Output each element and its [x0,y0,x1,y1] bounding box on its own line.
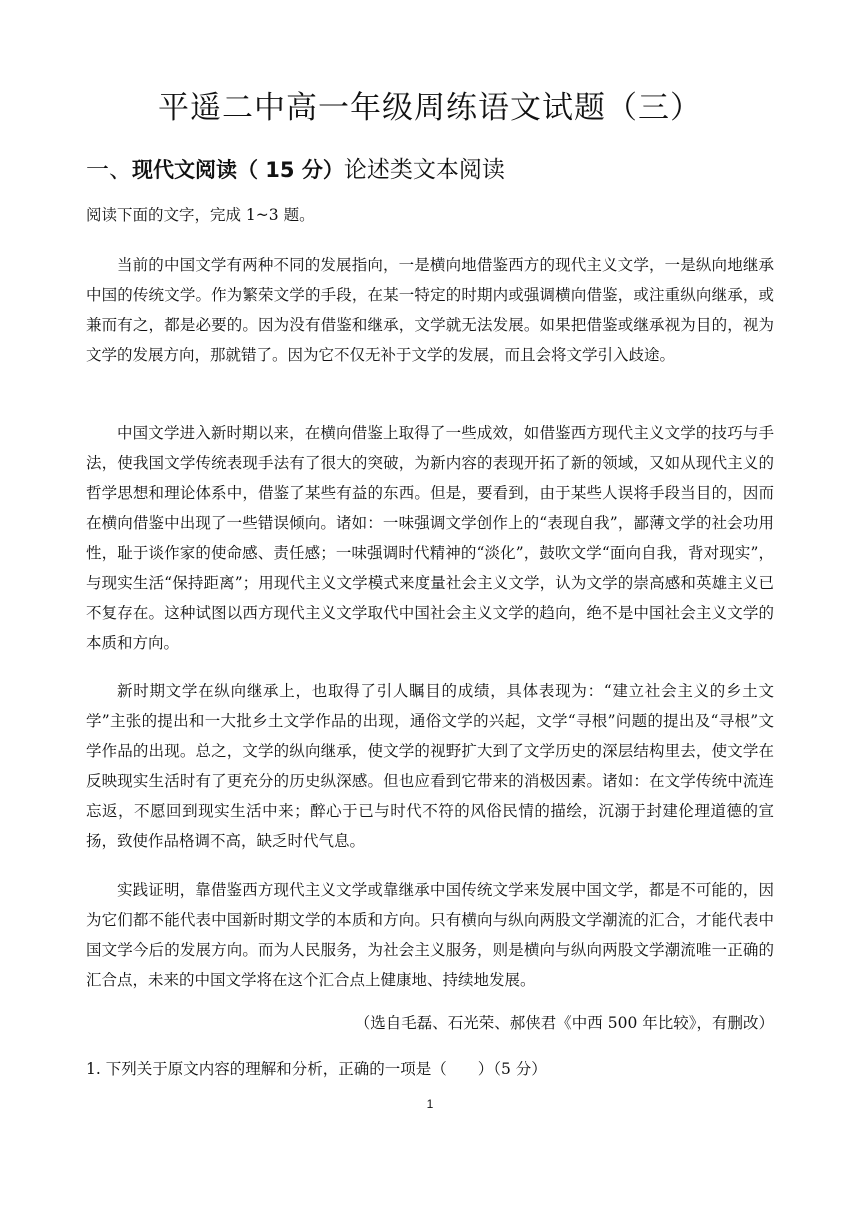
paragraph-3: 新时期文学在纵向继承上，也取得了引人瞩目的成绩，具体表现为：“建立社会主义的乡土文学”主张的提出和一大批乡土文学作品的出现，通俗文学的兴起，文学“寻根”问题的提出及“寻根”文学作品的出现。总之，文学的纵向继承，使文学的视野扩大到了文学历史的深层结构里去，使文学在反映现实生活时有了更充分的历史纵深感。但也应看到它带来的消极因素。诸如：在文学传统中流连忘返，不愿回到现实生活中来；醉心于已与时代不符的风俗民情的描绘，沉溺于封建伦理道德的宣扬，致使作品格调不高，缺乏时代气息。 [86,682,774,850]
page-number: 1 [426,1097,434,1111]
reading-instruction: 阅读下面的文字，完成 1~3 题。 [86,206,315,224]
page-title: 平遥二中高一年级周练语文试题（三） [158,90,702,126]
source-citation: （选自毛磊、石光荣、郝侠君《中西 500 年比较》，有删改） [354,1014,774,1032]
paragraph-4: 实践证明，靠借鉴西方现代主义文学或靠继承中国传统文学来发展中国文学，都是不可能的，因为它们都不能代表中国新时期文学的本质和方向。只有横向与纵向两股文学潮流的汇合，才能代表中国文学今后的发展方向。而为人民服务，为社会主义服务，则是横向与纵向两股文学潮流唯一正确的汇合点，未来的中国文学将在这个汇合点上健康地、持续地发展。 [86,881,774,989]
section-heading [86,153,505,187]
section-prefix: 一、 [86,157,132,183]
section-subtitle: 论述类文本阅读 [343,157,505,183]
paragraph-2: 中国文学进入新时期以来，在横向借鉴上取得了一些成效，如借鉴西方现代主义文学的技巧与手法，使我国文学传统表现手法有了很大的突破，为新内容的表现开拓了新的领域，又如从现代主义的哲学思想和理论体系中，借鉴了某些有益的东西。但是，要看到，由于某些人误将手段当目的，因而在横向借鉴中出现了一些错误倾向。诸如：一味强调文学创作上的“表现自我”，鄙薄文学的社会功用性，耻于谈作家的使命感、责任感；一味强调时代精神的“淡化”，鼓吹文学“面向自我，背对现实”，与现实生活“保持距离”；用现代主义文学模式来度量社会主义文学，认为文学的崇高感和英雄主义已不复存在。这种试图以西方现代主义文学取代中国社会主义文学的趋向，绝不是中国社会主义文学的本质和方向。 [86,424,774,652]
paragraph-1: 当前的中国文学有两种不同的发展指向，一是横向地借鉴西方的现代主义文学，一是纵向地继承中国的传统文学。作为繁荣文学的手段，在某一特定的时期内或强调横向借鉴，或注重纵向继承，或兼而有之，都是必要的。因为没有借鉴和继承，文学就无法发展。如果把借鉴或继承视为目的，视为文学的发展方向，那就错了。因为它不仅无补于文学的发展，而且会将文学引入歧途。 [86,256,774,364]
question-1: 1. 下列关于原文内容的理解和分析，正确的一项是（ ）（5 分） [86,1060,547,1078]
section-heading-bold: 现代文阅读（ 15 分） [132,158,344,182]
